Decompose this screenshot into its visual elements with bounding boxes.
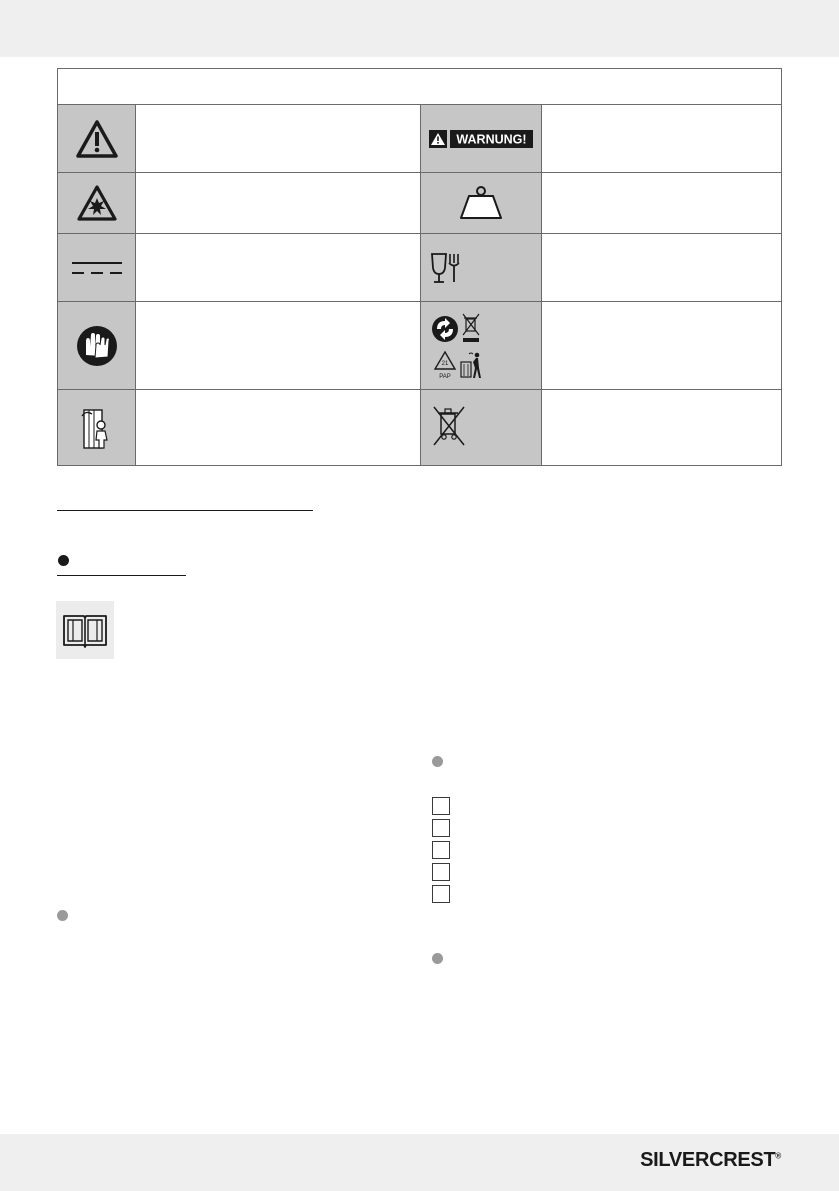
symbol-cell xyxy=(58,302,136,390)
symbols-table-header xyxy=(58,69,782,105)
brand-logo xyxy=(640,1149,781,1172)
registered-mark: ® xyxy=(775,1151,781,1161)
symbol-cell xyxy=(421,302,542,390)
symbol-cell xyxy=(58,173,136,234)
subsection-heading-underline xyxy=(57,575,186,576)
tidyman-icon xyxy=(461,352,481,377)
packaging-recycling-icons xyxy=(421,306,542,386)
symbol-description xyxy=(136,105,421,173)
open-book-icon xyxy=(56,601,114,659)
wear-gloves-icon xyxy=(76,325,118,367)
symbols-table xyxy=(57,68,782,466)
symbol-cell xyxy=(421,390,542,466)
symbol-cell xyxy=(58,105,136,173)
warnung-label-icon xyxy=(429,130,533,148)
brand-logo-text: SILVERCREST xyxy=(640,1149,776,1171)
section-heading-underline xyxy=(57,510,313,511)
symbol-description xyxy=(542,390,782,466)
contents-checkbox[interactable] xyxy=(432,819,450,837)
section-bullet xyxy=(432,953,443,964)
symbol-description xyxy=(136,234,421,302)
top-margin-band xyxy=(0,0,839,57)
symbol-description xyxy=(542,302,782,390)
crossed-bin-icon xyxy=(421,404,542,452)
recycling-code-material: PAP xyxy=(439,373,451,380)
section-bullet xyxy=(57,910,68,921)
warning-triangle-icon xyxy=(75,119,119,159)
symbol-description xyxy=(136,302,421,390)
symbol-cell xyxy=(58,390,136,466)
crossed-bin-small-icon xyxy=(463,314,479,342)
recycling-code-number: 21 xyxy=(441,360,449,367)
symbol-cell xyxy=(421,105,542,173)
contents-checkbox[interactable] xyxy=(432,863,450,881)
section-bullet xyxy=(58,555,69,566)
section-bullet xyxy=(432,756,443,767)
read-manual-symbol xyxy=(56,601,114,659)
symbol-description xyxy=(136,390,421,466)
contents-checkbox[interactable] xyxy=(432,797,450,815)
weight-icon xyxy=(456,185,506,221)
symbol-description xyxy=(136,173,421,234)
symbol-cell xyxy=(58,234,136,302)
warnung-label-text: WARNUNG! xyxy=(456,132,527,146)
recycling-code-icon xyxy=(435,352,455,380)
symbol-cell xyxy=(421,173,542,234)
symbol-description xyxy=(542,234,782,302)
child-safety-icon xyxy=(80,406,114,450)
symbol-cell xyxy=(421,234,542,302)
contents-checkbox[interactable] xyxy=(432,841,450,859)
food-safe-icon xyxy=(421,248,542,288)
explosion-hazard-icon xyxy=(76,184,118,222)
green-dot-icon xyxy=(432,316,458,342)
direct-current-icon xyxy=(71,258,123,278)
symbol-description xyxy=(542,105,782,173)
symbol-description xyxy=(542,173,782,234)
contents-checkbox[interactable] xyxy=(432,885,450,903)
